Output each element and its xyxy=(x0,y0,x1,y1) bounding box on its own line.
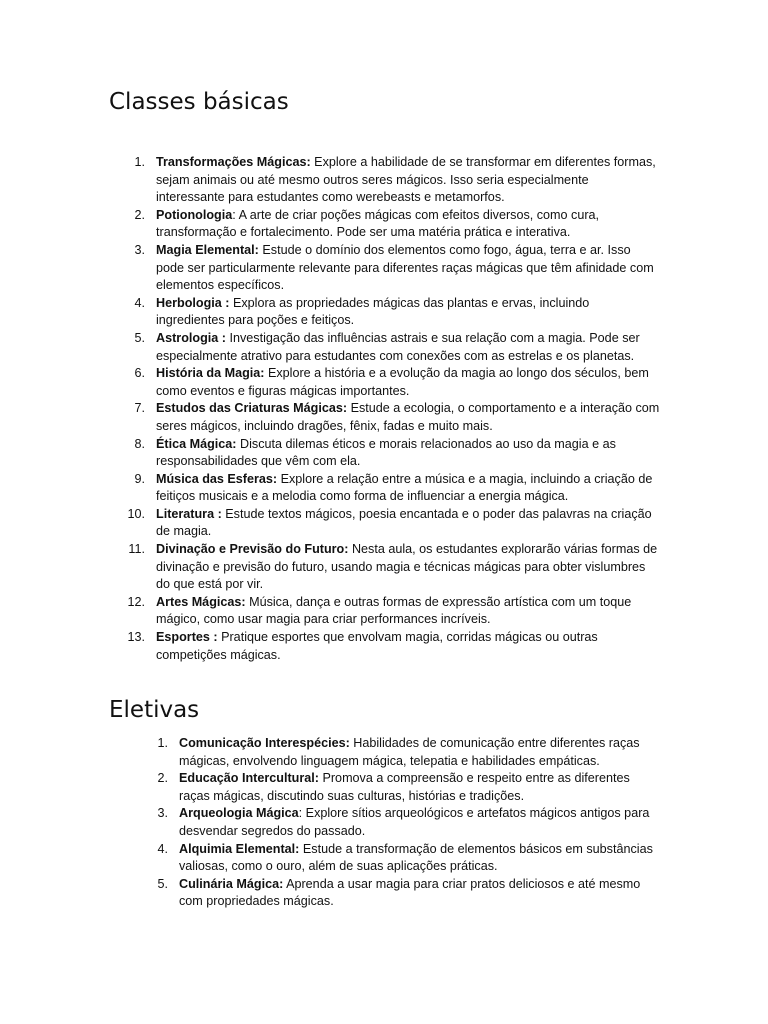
list-item xyxy=(110,841,660,876)
list-item-description: : Explore sítios arqueológicos e artefatos mágicos antigos para desvendar segredos do passado. xyxy=(179,806,650,838)
list-item-description: Estude a transformação de elementos básicos em substâncias valiosas, como o ouro, além de suas aplicações práticas. xyxy=(179,841,653,874)
list-item-number: 10. xyxy=(127,506,145,521)
list-item xyxy=(110,154,660,207)
list-item-term: Educação Intercultural: xyxy=(179,771,319,786)
list-item-term: Culinária Mágica: xyxy=(179,876,284,891)
list-item xyxy=(110,735,660,770)
list-item-description: Estude textos mágicos, poesia encantada e o poder das palavras na criação de magia. xyxy=(156,506,652,539)
list-item-description: Discuta dilemas éticos e morais relacionados ao uso da magia e as responsabilidades que vêm com ela. xyxy=(156,436,616,469)
list-item-term: História da Magia: xyxy=(156,366,265,381)
list-item xyxy=(110,541,660,594)
list-item-description: Investigação das influências astrais e sua relação com a magia. Pode ser especialmente atrativo para estudantes com conexões com as estrelas e os planetas. xyxy=(156,330,640,363)
list-item xyxy=(110,207,660,242)
list-item-number: 5. xyxy=(157,876,168,891)
list-item-number: 13. xyxy=(127,630,145,645)
list-item-term: Transformações Mágicas: xyxy=(156,155,311,169)
list-item-description: Pratique esportes que envolvam magia, corridas mágicas ou outras competições mágicas. xyxy=(156,630,598,662)
list-item-term: Divinação e Previsão do Futuro: xyxy=(156,542,349,557)
section-heading-eletivas: Eletivas xyxy=(109,697,200,723)
list-item-term: Esportes : xyxy=(156,630,218,645)
list-item-term: Estudos das Criaturas Mágicas: xyxy=(156,401,348,416)
list-item-number: 12. xyxy=(127,594,145,609)
list-item-term: Comunicação Interespécies: xyxy=(179,736,350,750)
list-item-term: Potionologia xyxy=(156,207,233,222)
list-item-term: Ética Mágica: xyxy=(156,436,237,451)
electives-list xyxy=(110,735,660,911)
list-item-number: 11. xyxy=(128,542,145,557)
list-item-number: 9. xyxy=(134,471,145,486)
list-item xyxy=(110,506,660,541)
list-item-description: Explora as propriedades mágicas das plantas e ervas, incluindo ingredientes para poções e feitiços. xyxy=(156,295,590,328)
basic-classes-list xyxy=(110,154,660,664)
list-item-description: Explore a habilidade de se transformar em diferentes formas, sejam animais ou até mesmo outros seres mágicos. Isso seria especialmente interessante para estudantes como werebeasts e metamorfos. xyxy=(156,155,656,205)
list-item-number: 5. xyxy=(134,330,145,345)
list-item xyxy=(110,770,660,805)
list-item-term: Artes Mágicas: xyxy=(156,594,246,609)
list-item xyxy=(110,242,660,295)
list-item-term: Arqueologia Mágica xyxy=(179,806,299,821)
list-item-number: 2. xyxy=(134,207,145,222)
list-item xyxy=(110,594,660,629)
list-item-term: Magia Elemental: xyxy=(156,242,259,257)
list-item-number: 2. xyxy=(157,771,168,786)
list-item-number: 3. xyxy=(157,806,168,821)
list-item-term: Herbologia : xyxy=(156,295,230,310)
list-item-term: Literatura : xyxy=(156,506,222,521)
list-item xyxy=(110,436,660,471)
list-item-description: Estude a ecologia, o comportamento e a interação com seres mágicos, incluindo dragões, fênix, fadas e muito mais. xyxy=(156,401,660,433)
section-heading-classes-basicas: Classes básicas xyxy=(109,89,289,115)
list-item-number: 6. xyxy=(134,366,145,381)
list-item xyxy=(110,876,660,911)
list-item xyxy=(110,295,660,330)
list-item-term: Música das Esferas: xyxy=(156,471,278,486)
list-item xyxy=(110,805,660,840)
list-item-term: Astrologia : xyxy=(156,330,226,345)
list-item-term: Alquimia Elemental: xyxy=(179,841,300,856)
list-item-description: Explore a relação entre a música e a magia, incluindo a criação de feitiços musicais e a melodia como forma de influenciar a energia mágica. xyxy=(156,471,653,504)
list-item-description: Estude o domínio dos elementos como fogo, água, terra e ar. Isso pode ser particularmente relevante para diferentes raças mágicas que têm afinidade com elementos específicos. xyxy=(156,242,654,293)
list-item xyxy=(110,629,660,664)
list-item-number: 3. xyxy=(134,242,145,257)
list-item-description: Promova a compreensão e respeito entre as diferentes raças mágicas, discutindo suas culturas, histórias e tradições. xyxy=(179,771,630,803)
list-item xyxy=(110,330,660,365)
list-item-number: 4. xyxy=(157,841,168,856)
list-item-number: 7. xyxy=(134,401,145,416)
list-item-description: Música, dança e outras formas de expressão artística com um toque mágico, como usar magia para criar performances incríveis. xyxy=(156,594,632,627)
list-item-description: : A arte de criar poções mágicas com efeitos diversos, como cura, transformação e fortalecimento. Pode ser uma matéria prática e interativa. xyxy=(156,207,600,240)
list-item-description: Aprenda a usar magia para criar pratos deliciosos e até mesmo com propriedades mágicas. xyxy=(179,876,641,909)
list-item-number: 8. xyxy=(134,436,145,451)
list-item-number: 1. xyxy=(134,155,145,169)
list-item xyxy=(110,471,660,506)
list-item-description: Explore a história e a evolução da magia ao longo dos séculos, bem como eventos e figuras mágicas importantes. xyxy=(156,366,649,398)
list-item xyxy=(110,365,660,400)
list-item-number: 1. xyxy=(157,736,168,750)
list-item-number: 4. xyxy=(134,295,145,310)
list-item xyxy=(110,400,660,435)
list-item-description: Nesta aula, os estudantes explorarão várias formas de divinação e previsão do futuro, usando magia e técnicas mágicas para obter vislumbres do que está por vir. xyxy=(156,542,658,592)
list-item-description: Habilidades de comunicação entre diferentes raças mágicas, envolvendo linguagem mágica, telepatia e habilidades empáticas. xyxy=(179,736,640,768)
